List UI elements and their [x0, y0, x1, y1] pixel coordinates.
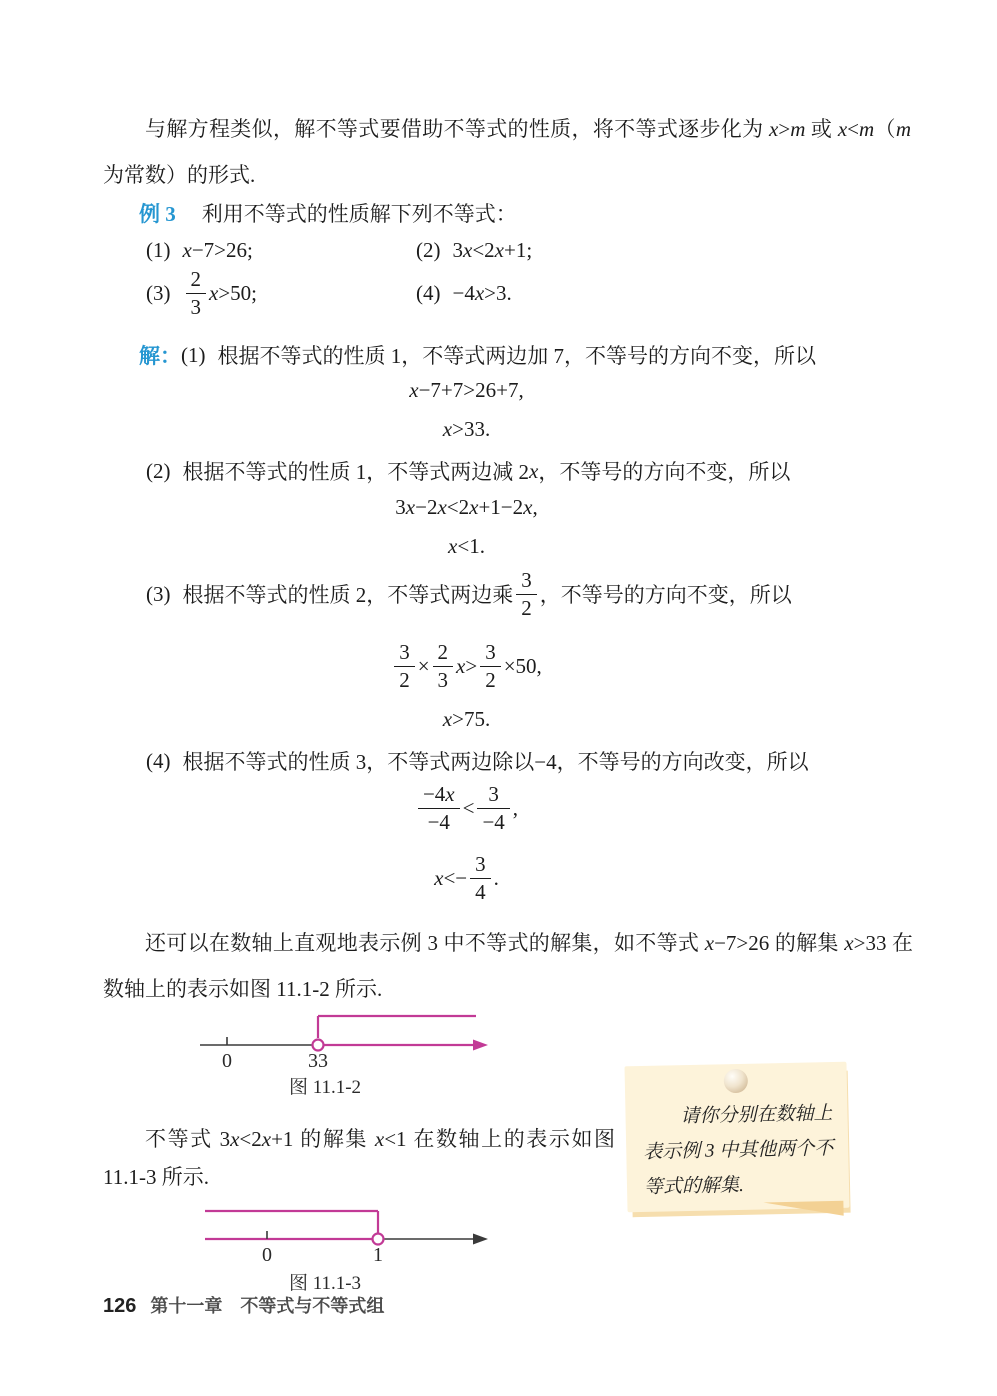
step-number: (4) — [146, 748, 171, 773]
open-circle-icon — [313, 1040, 324, 1051]
intro-paragraph: 与解方程类似，解不等式要借助不等式的性质，将不等式逐步化为 x>m 或 x<m（m 为常数）的形式. — [103, 117, 912, 187]
example-item-3 — [146, 265, 257, 321]
figure-caption: 图 11.1-3 — [288, 1273, 362, 1294]
fig3-paragraph: 不等式 3x<2x+1 的解集 x<1 在数轴上的表示如图 11.1-3 所示. — [103, 1127, 616, 1189]
example-title: 利用不等式的性质解下列不等式： — [201, 202, 517, 226]
equation: x −7+7>26+7, — [409, 378, 524, 402]
step-number: (1) — [181, 342, 206, 367]
figure-caption: 图 11.1-2 — [288, 1077, 362, 1098]
item-number: (2) — [416, 238, 441, 262]
solution-step-2 — [146, 456, 790, 486]
equation: x >33. — [442, 417, 491, 441]
figure-11-1-3-numberline — [185, 1197, 505, 1269]
item-number: (4) — [416, 280, 441, 305]
step-number: (2) — [146, 458, 171, 483]
example-item-4 — [416, 265, 512, 321]
page-footer — [103, 1292, 384, 1318]
step-text: 根据不等式的性质 1，不等式两边加 7，不等号的方向不变，所以 — [217, 344, 816, 368]
solution-step-4 — [146, 746, 809, 776]
item-math: −4 x >3. — [452, 280, 512, 305]
point-label: 33 — [308, 1050, 328, 1072]
equation: x <− $\frac{3}{4}$ . — [434, 852, 499, 904]
item-number: (1) — [146, 238, 171, 262]
example-label: 例 3 — [139, 202, 176, 226]
equation: 3 x −2 x <2 x +1−2 x , — [395, 495, 538, 519]
step-number: (3) — [146, 581, 171, 606]
numberline-paragraph: 还可以在数轴上直观地表示例 3 中不等式的解集，如不等式 x−7>26 的解集 x>33 在数轴上的表示如图 11.1-2 所示. — [103, 931, 914, 1001]
step-text: 根据不等式的性质 3，不等式两边除以−4，不等号的方向改变，所以 — [182, 750, 809, 774]
equation: x >75. — [442, 707, 491, 731]
example-item-2 — [416, 238, 532, 263]
equation: $\frac{-4x}{-4}$ < $\frac{3}{-4}$ , — [103, 779, 830, 837]
arrowhead-icon — [473, 1234, 488, 1245]
step-text: 根据不等式的性质 1，不等式两边减 2 x ，不等号的方向不变，所以 — [182, 458, 791, 484]
figure-11-1-2-numberline — [185, 1002, 505, 1074]
point-label: 1 — [373, 1244, 383, 1266]
open-circle-icon — [373, 1234, 384, 1245]
item-math: $\frac{2}{3}$ x >50; — [183, 267, 258, 318]
step-text: 根据不等式的性质 2，不等式两边乘 $\frac{3}{2}$ ，不等号的方向不变，所以 — [182, 568, 792, 620]
arrowhead-icon — [473, 1040, 488, 1051]
equation: x <1. — [448, 534, 485, 558]
sticky-note-text: 请你分别在数轴上表示例 3 中其他两个不等式的解集. — [643, 1102, 834, 1198]
origin-label: 0 — [262, 1244, 272, 1266]
solution-label: 解： — [139, 344, 181, 368]
item-math: 3 x <2 x +1; — [452, 238, 533, 262]
item-number: (3) — [146, 280, 171, 305]
chapter-title: 第十一章 不等式与不等式组 — [150, 1296, 385, 1316]
solution-step-1 — [139, 340, 816, 370]
example-heading — [139, 198, 517, 228]
solution-step-3 — [146, 566, 792, 622]
item-math: x −7>26; — [182, 238, 253, 262]
origin-label: 0 — [222, 1050, 232, 1072]
equation: $\frac{3}{2}$ × $\frac{2}{3}$ x > $\frac{3}{2}$ ×50, — [103, 637, 830, 695]
example-item-1 — [146, 238, 253, 263]
page-number: 126 — [103, 1295, 137, 1317]
sticky-note — [624, 1062, 849, 1213]
